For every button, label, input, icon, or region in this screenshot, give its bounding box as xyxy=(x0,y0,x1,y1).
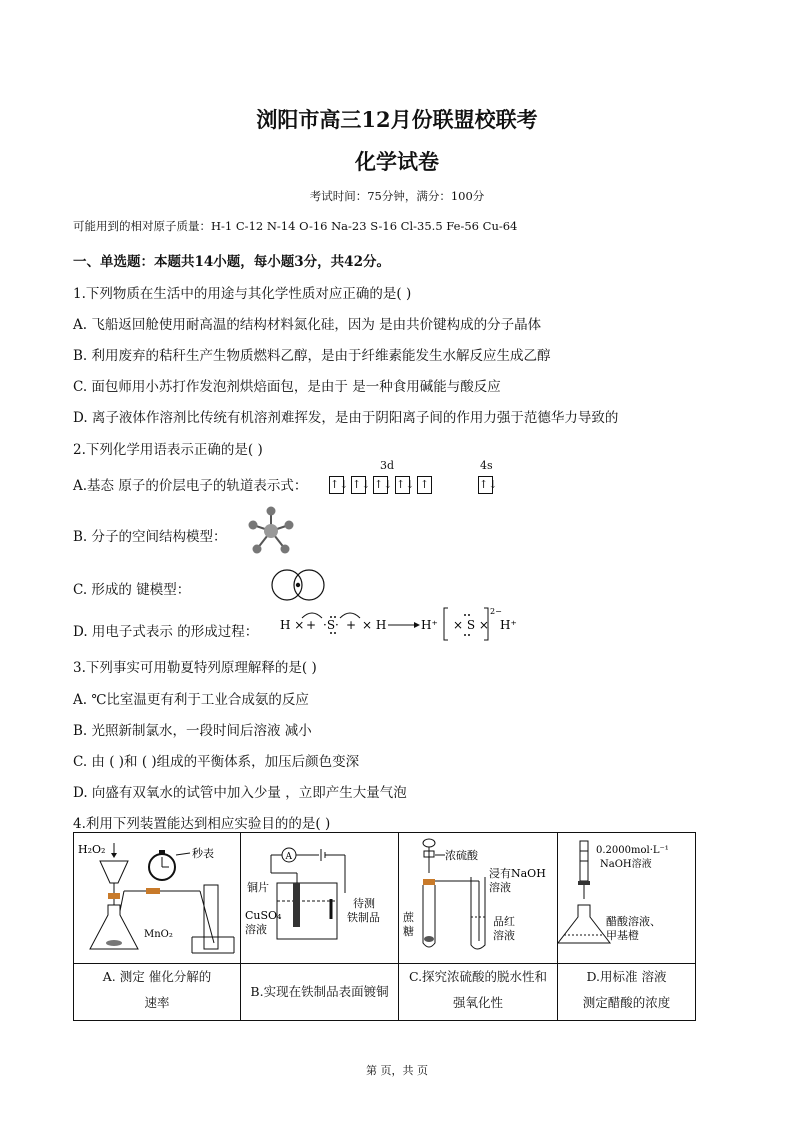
q1-option-d: D. 离子液体作溶剂比传统有机溶剂难挥发，是由于阴阳离子间的作用力强于范德华力导致的 xyxy=(73,410,619,426)
orbital-box: ↑↓ xyxy=(478,476,493,494)
label-cuso4-solution: 溶液 xyxy=(245,923,267,936)
apparatus-d xyxy=(558,833,696,964)
exam-title: 浏阳市高三12月份联盟校联考 xyxy=(256,107,538,132)
caption-a-line2: 速率 xyxy=(144,995,170,1010)
svg-text:·S·: ·S· xyxy=(323,618,339,632)
section-heading: 一、单选题：本题共14小题，每小题3分，共42分。 xyxy=(73,254,390,270)
atomic-masses: 可能用到的相对原子质量：H-1 C-12 N-14 O-16 Na-23 S-16 Cl-35.5 Fe-56 Cu-64 xyxy=(73,219,518,233)
sigma-bond-model-icon xyxy=(268,566,328,604)
q1-option-b: B. 利用废弃的秸秆生产生物质燃料乙醇，是由于纤维素能发生水解反应生成乙醇 xyxy=(73,348,551,364)
q3-stem: 3.下列事实可用勒夏特列原理解释的是( ) xyxy=(73,660,317,676)
svg-text:× S ×: × S × xyxy=(453,618,489,632)
q2-option-a: A.基态 原子的价层电子的轨道表示式： xyxy=(73,478,308,494)
caption-c xyxy=(399,964,558,1021)
apparatus-table xyxy=(73,832,696,1021)
label-h2o2: H₂O₂ xyxy=(78,843,106,856)
svg-text:H⁺: H⁺ xyxy=(500,618,517,632)
label-plated-1: 待测 xyxy=(353,897,375,910)
svg-text:× H: × H xyxy=(362,618,387,632)
svg-text:H⁺: H⁺ xyxy=(421,618,438,632)
svg-text:2−: 2− xyxy=(490,607,502,616)
orbital-box: ↑↓ xyxy=(329,476,344,494)
svg-text:+: + xyxy=(306,618,317,632)
label-naoh-soaked-1: 浸有NaOH xyxy=(489,867,546,880)
q1-stem: 1.下列物质在生活中的用途与其化学性质对应正确的是( ) xyxy=(73,286,412,302)
apparatus-d-diagram xyxy=(558,833,695,959)
q3-option-b: B. 光照新制氯水，一段时间后溶液 减小 xyxy=(73,723,312,739)
svg-text:H ×: H × xyxy=(280,618,305,632)
apparatus-b-diagram xyxy=(241,833,398,959)
caption-b-text: B.实现在铁制品表面镀铜 xyxy=(250,984,389,999)
q1-option-c: C. 面包师用小苏打作发泡剂烘焙面包，是由于 是一种食用碱能与酸反应 xyxy=(73,379,501,395)
page-footer: 第 页，共 页 xyxy=(366,1064,428,1077)
q2-option-c: C. 形成的 键模型： xyxy=(73,582,191,598)
label-naoh-soaked-2: 溶液 xyxy=(489,881,511,894)
q3-option-d: D. 向盛有双氧水的试管中加入少量 ，立即产生大量气泡 xyxy=(73,785,407,801)
label-acetic-1: 醋酸溶液、 xyxy=(606,915,661,928)
orbital-box: ↑ xyxy=(417,476,432,494)
label-magenta-2: 溶液 xyxy=(493,929,515,942)
molecule-model-icon xyxy=(245,505,297,557)
label-plated-2: 铁制品 xyxy=(347,911,380,924)
q2-stem: 2.下列化学用语表示正确的是( ) xyxy=(73,442,263,458)
apparatus-a-diagram xyxy=(74,833,240,959)
electron-formula-icon xyxy=(278,604,528,644)
q3-option-c: C. 由 ( )和 ( )组成的平衡体系，加压后颜色变深 xyxy=(73,754,360,770)
label-conc-acid: 浓硫酸 xyxy=(445,849,478,862)
orbital-box: ↑↓ xyxy=(395,476,410,494)
label-sucrose-1: 蔗 xyxy=(403,911,414,924)
caption-a xyxy=(74,964,241,1021)
caption-d xyxy=(558,964,696,1021)
caption-c-line1: C.探究浓硫酸的脱水性和 xyxy=(408,969,548,984)
label-magenta-1: 品红 xyxy=(493,915,515,928)
label-copper: 铜片 xyxy=(247,881,269,894)
caption-c-line2: 强氧化性 xyxy=(452,995,503,1010)
caption-b xyxy=(241,964,399,1021)
caption-a-line1: A. 测定 催化分解的 xyxy=(102,969,212,984)
caption-d-line2: 测定醋酸的浓度 xyxy=(582,995,671,1010)
label-naoh-conc-2: NaOH溶液 xyxy=(600,859,652,870)
orbital-3d-label: 3d xyxy=(380,459,395,472)
q4-stem: 4.利用下列装置能达到相应实验目的的是( ) xyxy=(73,816,331,832)
label-acetic-2: 甲基橙 xyxy=(606,929,639,942)
label-stopwatch: 秒表 xyxy=(192,847,214,860)
label-naoh-conc-1: 0.2000mol·L⁻¹ xyxy=(596,845,669,856)
label-ammeter: A xyxy=(285,852,292,862)
apparatus-c xyxy=(399,833,558,964)
q2-option-b: B. 分子的空间结构模型： xyxy=(73,529,227,545)
apparatus-c-diagram xyxy=(399,833,557,959)
q2-option-d: D. 用电子式表示 的形成过程： xyxy=(73,624,259,640)
orbital-box: ↑↓ xyxy=(373,476,388,494)
orbital-box: ↑↓ xyxy=(351,476,366,494)
q1-option-a: A. 飞船返回舱使用耐高温的结构材料氮化硅，因为 是由共价键构成的分子晶体 xyxy=(73,317,542,333)
apparatus-b xyxy=(241,833,399,964)
orbital-4s-label: 4s xyxy=(480,459,493,472)
label-cuso4: CuSO₄ xyxy=(245,909,282,922)
exam-info: 考试时间：75分钟，满分：100分 xyxy=(309,189,485,203)
label-mno2: MnO₂ xyxy=(144,929,173,940)
label-sucrose-2: 糖 xyxy=(403,925,414,938)
apparatus-a xyxy=(74,833,241,964)
caption-d-line1: D.用标准 溶液 xyxy=(586,969,667,984)
svg-text:+: + xyxy=(346,618,357,632)
q3-option-a: A. ℃比室温更有利于工业合成氨的反应 xyxy=(73,692,309,708)
exam-subject: 化学试卷 xyxy=(355,149,439,174)
